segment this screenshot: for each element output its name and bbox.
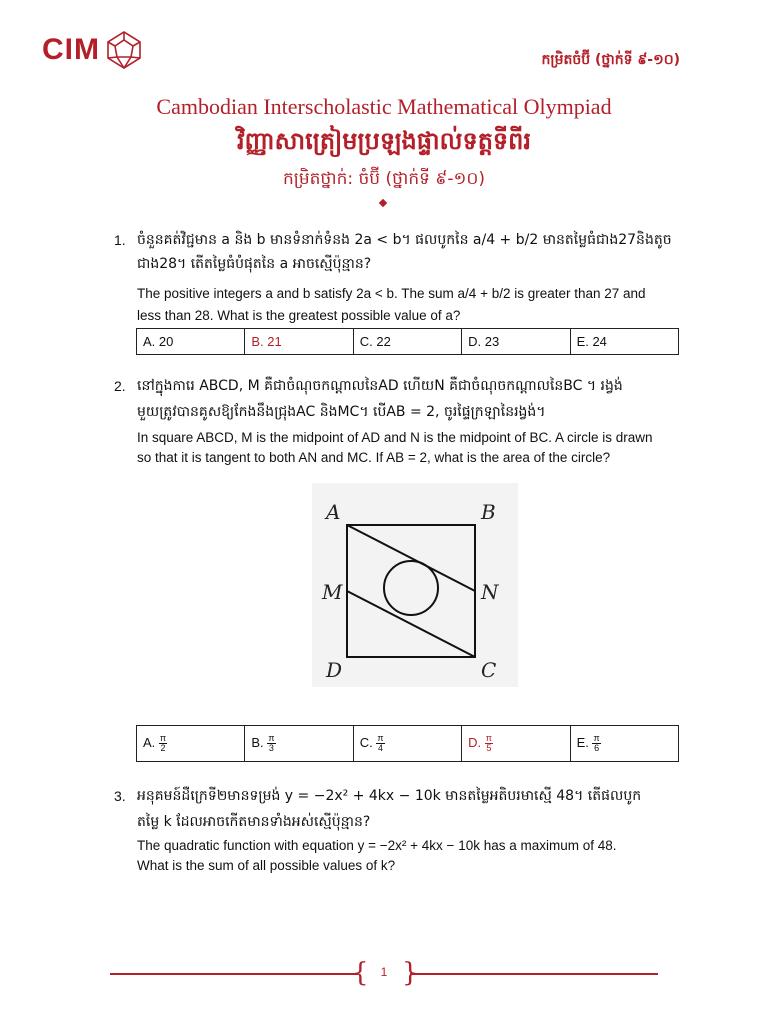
label-c: C <box>481 658 497 682</box>
numerator: π <box>377 733 384 743</box>
segment-an <box>347 525 475 591</box>
logo-text: CIM <box>42 33 100 66</box>
label-d: D <box>326 658 343 682</box>
question-1-english-line-2: less than 28. What is the greatest possible value of a? <box>137 308 461 323</box>
question-3-khmer-line-1: អនុគមន៍ដឺក្រេទី២មានទម្រង់ y = −2x² + 4kx − 10k មានតម្លៃអតិបរមាស្មើ 48។ តើផលបូក <box>137 788 642 804</box>
numerator: π <box>593 733 600 743</box>
fraction <box>592 734 600 753</box>
denominator: 3 <box>268 743 274 753</box>
question-2-english-line-2: so that it is tangent to both AN and MC. If AB = 2, what is the area of the circle? <box>137 450 611 465</box>
fraction <box>376 734 384 753</box>
question-2-khmer-line-1: នៅក្នុងការេ ABCD, M គឺជាចំណុចកណ្ដាលនៃAD ហើយN គឺជាចំណុចកណ្ដាលនៃBC ។ រង្វង់ <box>137 378 623 394</box>
question-3-english-line-1: The quadratic function with equation y = −2x² + 4kx − 10k has a maximum of 48. <box>137 838 617 853</box>
answer-choice-d-highlighted[interactable] <box>462 726 570 762</box>
category-label: កម្រិតចំប៊ី (ថ្នាក់ទី ៩-១០) <box>541 52 680 68</box>
segment-mc <box>347 591 475 657</box>
answer-choice-e[interactable]: E. 24 <box>570 329 678 355</box>
question-number: 2. <box>114 378 126 394</box>
right-brace-icon: } <box>402 958 419 988</box>
question-1-answer-table <box>136 328 679 355</box>
square-abcd <box>347 525 475 657</box>
question-number: 1. <box>114 232 126 248</box>
answer-choice-b-highlighted[interactable]: B. 21 <box>245 329 353 355</box>
numerator: π <box>485 733 493 743</box>
choice-letter: B. <box>251 734 264 750</box>
fraction <box>159 734 167 753</box>
question-2-english-line-1: In square ABCD, M is the midpoint of AD and N is the midpoint of BC. A circle is drawn <box>137 430 653 445</box>
question-number: 3. <box>114 788 126 804</box>
fraction <box>267 734 275 753</box>
level-subtitle: កម្រិតថ្នាក់: ចំប៊ី (ថ្នាក់ទី ៩-១០) <box>282 169 486 189</box>
label-b: B <box>481 500 496 524</box>
cim-logo <box>42 28 144 72</box>
title-english: Cambodian Interscholastic Mathematical Olympiad <box>156 94 612 119</box>
question-3-khmer-line-2: តម្លៃ k ដែលអាចកើតមានទាំងអស់ស្មើប៉ុន្មាន? <box>137 814 371 830</box>
fraction <box>485 734 493 753</box>
numerator: π <box>159 733 167 743</box>
answer-choice-e[interactable] <box>570 726 678 762</box>
question-1-khmer-line-2: ជាង28។ តើតម្លៃធំបំផុតនៃ a អាចស្មើប៉ុន្មាន? <box>137 256 372 272</box>
choice-letter: D. <box>468 734 482 750</box>
denominator: 5 <box>486 743 492 753</box>
square-geometry-figure <box>312 483 518 687</box>
footer-rule-right <box>410 973 658 975</box>
inscribed-circle <box>384 561 438 615</box>
question-2-khmer-line-2: មួយត្រូវបានគូសឱ្យកែងនឹងជ្រុងAC និងMC។ បើAB = 2, ចូរផ្ទៃក្រឡានៃរង្វង់។ <box>137 404 546 420</box>
diamond-divider-icon <box>379 199 387 207</box>
answer-choice-d[interactable]: D. 23 <box>462 329 570 355</box>
answer-choice-b[interactable] <box>245 726 353 762</box>
denominator: 2 <box>160 743 166 753</box>
left-brace-icon: { <box>352 958 369 988</box>
label-n: N <box>481 580 499 604</box>
question-2-answer-table <box>136 725 679 762</box>
label-a: A <box>326 500 341 524</box>
page-number: 1 <box>380 965 388 979</box>
title-khmer: វិញ្ញាសាត្រៀមប្រឡងផ្ទាល់ទត្តទីពីរ <box>236 127 532 155</box>
choice-letter: A. <box>143 734 156 750</box>
square-circle-diagram <box>312 483 518 687</box>
answer-choice-a[interactable]: A. 20 <box>137 329 245 355</box>
choice-letter: C. <box>359 734 373 750</box>
question-1-khmer-line-1: ចំនួនគត់វិជ្ជមាន a និង b មានទំនាក់ទំនង 2a < b។ ផលបូកនៃ a/4 + b/2 មានតម្លៃធំជាង27និងតូច <box>137 232 672 248</box>
answer-choice-c[interactable] <box>353 726 461 762</box>
question-1-english-line-1: The positive integers a and b satisfy 2a < b. The sum a/4 + b/2 is greater than 27 and <box>137 286 646 301</box>
numerator: π <box>268 733 275 743</box>
footer-rule-left <box>110 973 358 975</box>
denominator: 6 <box>594 743 600 753</box>
denominator: 4 <box>378 743 384 753</box>
answer-choice-c[interactable]: C. 22 <box>353 329 461 355</box>
polyhedron-logo-icon <box>104 30 144 70</box>
answer-choice-a[interactable] <box>137 726 245 762</box>
label-m: M <box>322 580 343 604</box>
question-3-english-line-2: What is the sum of all possible values of k? <box>137 858 396 873</box>
choice-letter: E. <box>576 734 589 750</box>
